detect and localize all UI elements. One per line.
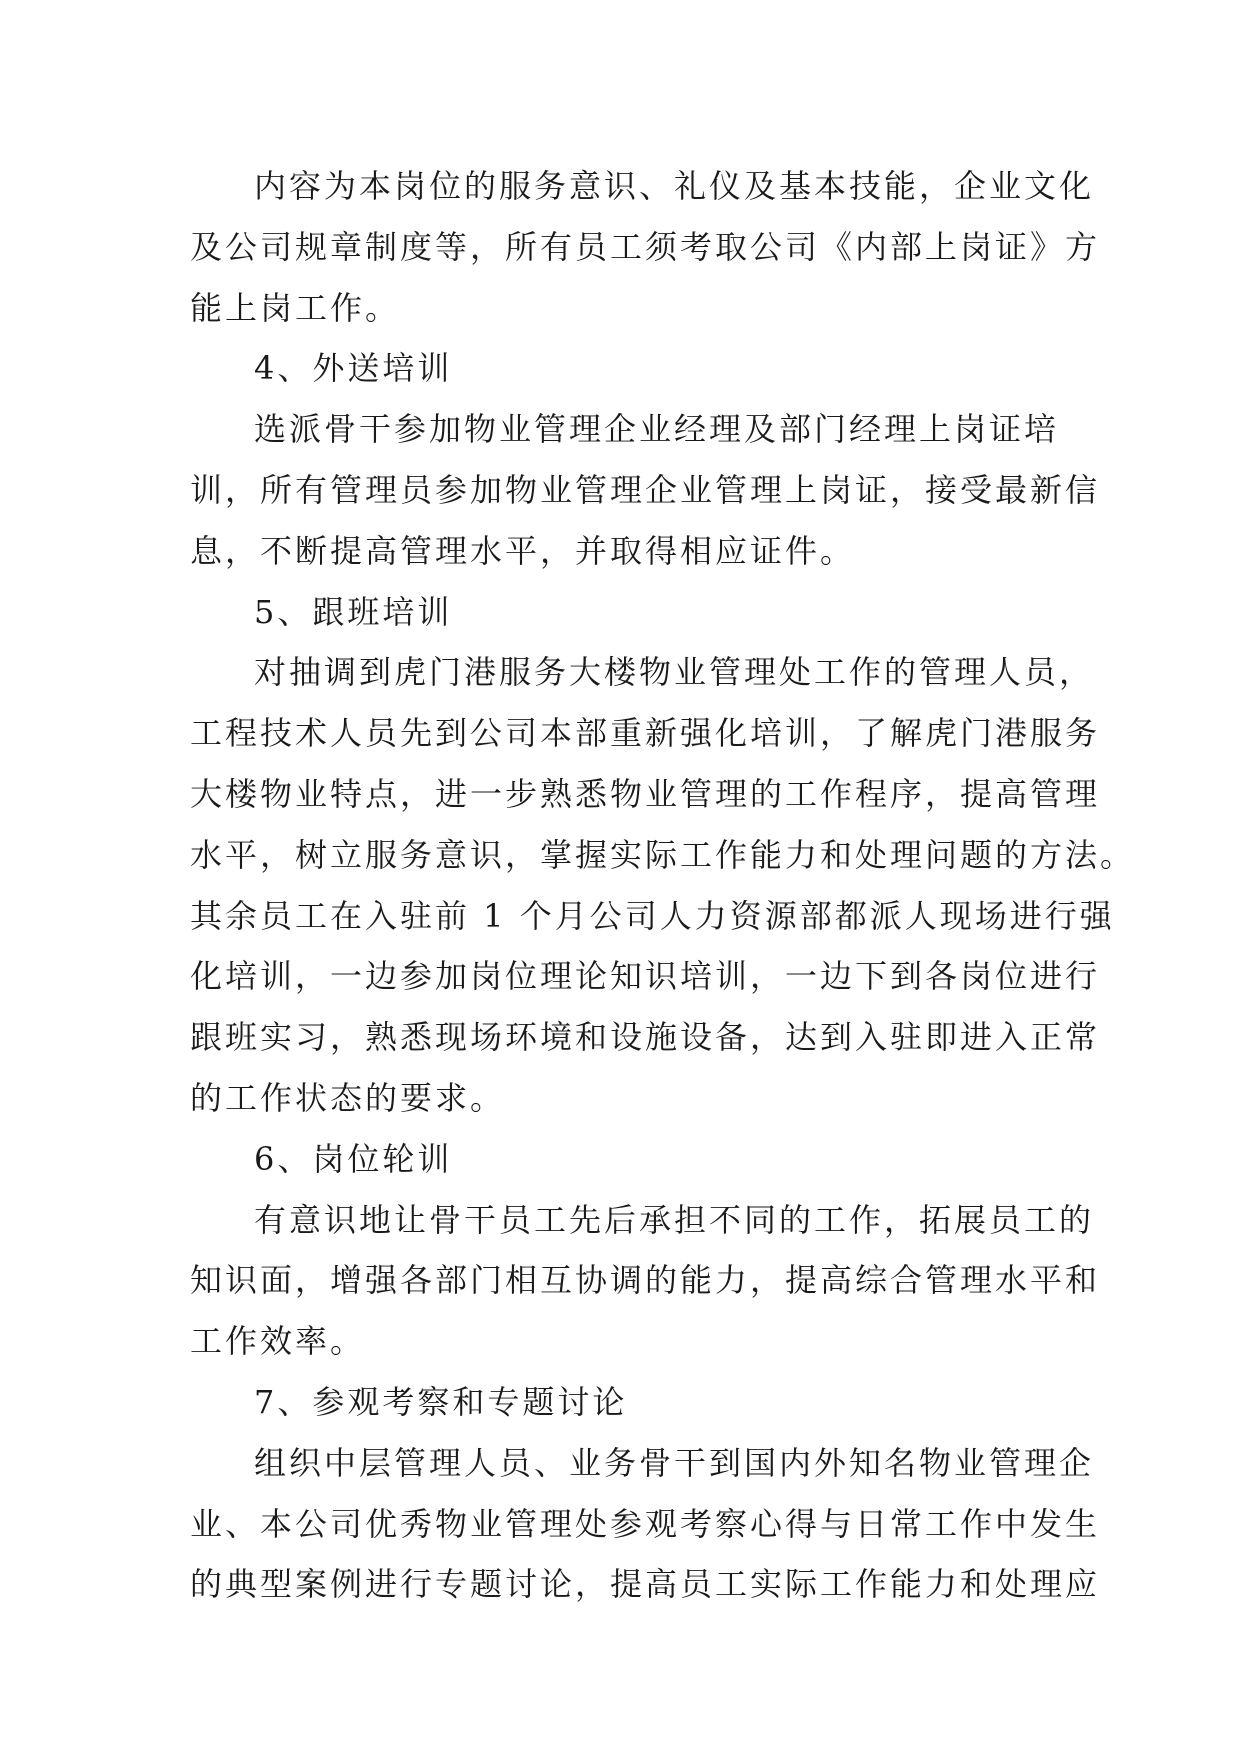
paragraph-line: 工作效率。	[190, 1322, 366, 1361]
paragraph-line: 化培训，一边参加岗位理论知识培训，一边下到各岗位进行	[190, 957, 1101, 996]
paragraph-line: 大楼物业特点，进一步熟悉物业管理的工作程序，提高管理	[190, 774, 1101, 813]
paragraph-line: 内容为本岗位的服务意识、礼仪及基本技能，企业文化	[254, 167, 1095, 205]
paragraph-line: 训，所有管理员参加物业管理企业管理上岗证，接受最新信	[190, 470, 1101, 509]
section-heading: 4、外送培训	[254, 349, 453, 388]
paragraph-line: 及公司规章制度等，所有员工须考取公司《内部上岗证》方	[190, 227, 1101, 266]
paragraph-line: 工程技术人员先到公司本部重新强化培训，了解虎门港服务	[190, 714, 1101, 753]
section-heading: 7、参观考察和专题讨论	[254, 1382, 628, 1421]
document-body	[190, 156, 1136, 1615]
section-heading: 5、跟班培训	[254, 592, 453, 631]
paragraph-line: 跟班实习，熟悉现场环境和设施设备，达到入驻即进入正常	[190, 1018, 1101, 1057]
section-heading: 6、岗位轮训	[254, 1139, 453, 1178]
paragraph-line: 水平，树立服务意识，掌握实际工作能力和处理问题的方法。	[190, 835, 1136, 874]
paragraph-line: 的典型案例进行专题讨论，提高员工实际工作能力和处理应	[190, 1565, 1101, 1604]
paragraph-line: 选派骨干参加物业管理企业经理及部门经理上岗证培	[254, 410, 1060, 449]
paragraph-line: 业、本公司优秀物业管理处参观考察心得与日常工作中发生	[190, 1504, 1101, 1543]
paragraph-line: 息，不断提高管理水平，并取得相应证件。	[190, 531, 856, 570]
paragraph-line: 知识面，增强各部门相互协调的能力，提高综合管理水平和	[190, 1261, 1101, 1300]
paragraph-line: 对抽调到虎门港服务大楼物业管理处工作的管理人员，	[254, 653, 1095, 692]
paragraph-line: 能上岗工作。	[190, 288, 401, 327]
paragraph-line: 其余员工在入驻前 1 个月公司人力资源部都派人现场进行强	[190, 896, 1115, 935]
paragraph-line: 有意识地让骨干员工先后承担不同的工作，拓展员工的	[254, 1200, 1095, 1239]
paragraph-line: 的工作状态的要求。	[190, 1078, 506, 1117]
paragraph-line: 组织中层管理人员、业务骨干到国内外知名物业管理企	[254, 1443, 1095, 1482]
